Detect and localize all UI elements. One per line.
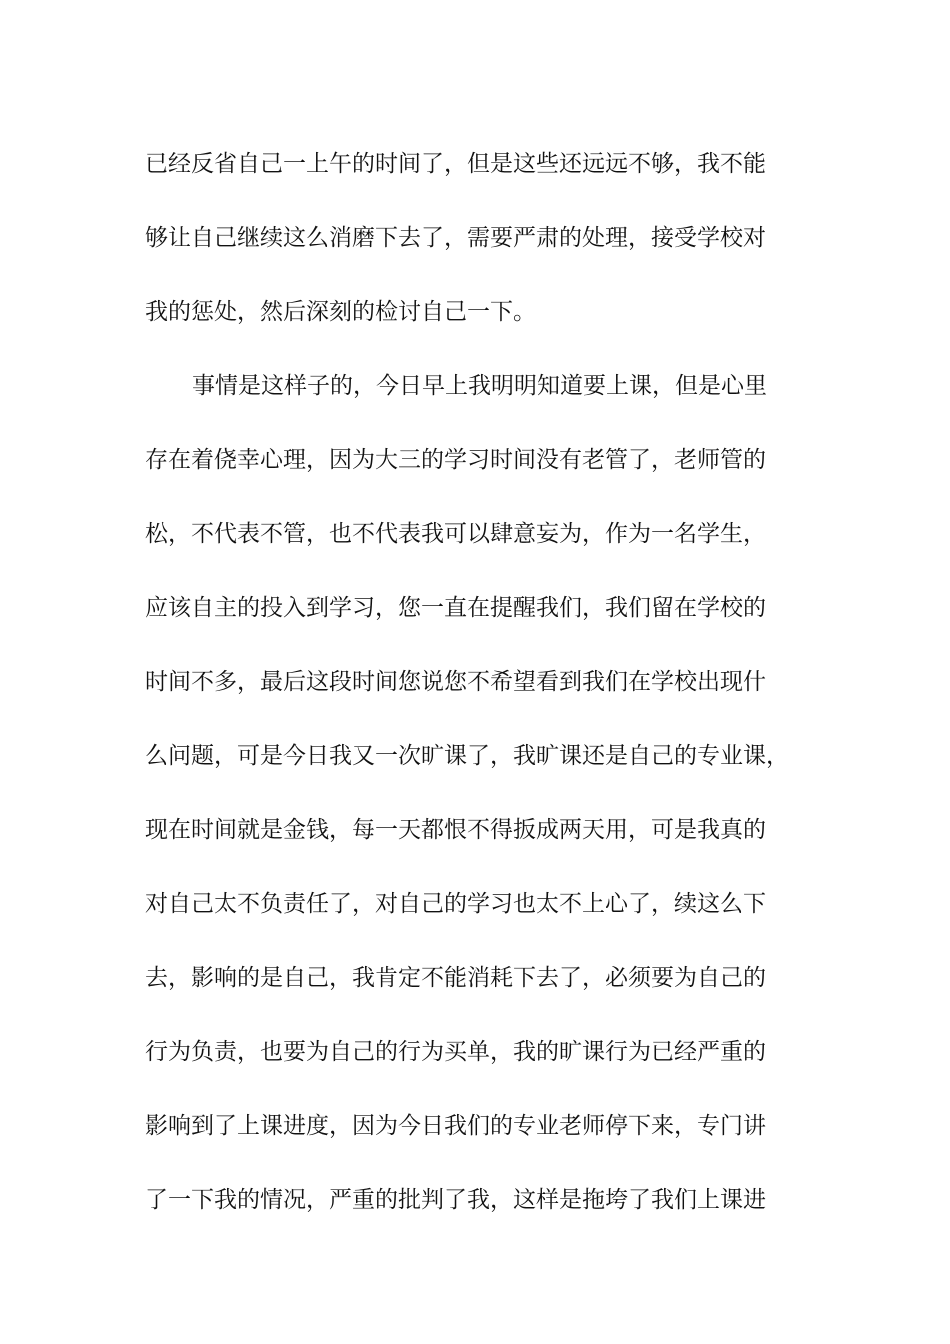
text-line: 么问题，可是今日我又一次旷课了，我旷课还是自己的专业课， [145,743,789,769]
text-line: 我的惩处，然后深刻的检讨自己一下。 [145,299,536,325]
text-line: 够让自己继续这么消磨下去了，需要严肃的处理，接受学校对 [145,225,766,251]
text-line: 时间不多，最后这段时间您说您不希望看到我们在学校出现什 [145,669,766,695]
document-body [145,127,835,1237]
text-line: 已经反省自己一上午的时间了，但是这些还远远不够，我不能 [145,151,766,177]
text-line: 松，不代表不管，也不代表我可以肆意妄为，作为一名学生， [145,521,766,547]
text-line: 行为负责，也要为自己的行为买单，我的旷课行为已经严重的 [145,1039,766,1065]
text-line: 现在时间就是金钱，每一天都恨不得扳成两天用，可是我真的 [145,817,766,843]
text-line: 对自己太不负责任了，对自己的学习也太不上心了，续这么下 [145,891,766,917]
text-line: 去，影响的是自己，我肯定不能消耗下去了，必须要为自己的 [145,965,766,991]
text-line: 应该自主的投入到学习，您一直在提醒我们，我们留在学校的 [145,595,766,621]
text-line: 影响到了上课进度，因为今日我们的专业老师停下来，专门讲 [145,1113,766,1139]
text-line: 了一下我的情况，严重的批判了我，这样是拖垮了我们上课进 [145,1187,766,1213]
text-line: 存在着侥幸心理，因为大三的学习时间没有老管了，老师管的 [145,447,766,473]
paragraph-start-line: 事情是这样子的，今日早上我明明知道要上课，但是心里 [192,373,767,399]
